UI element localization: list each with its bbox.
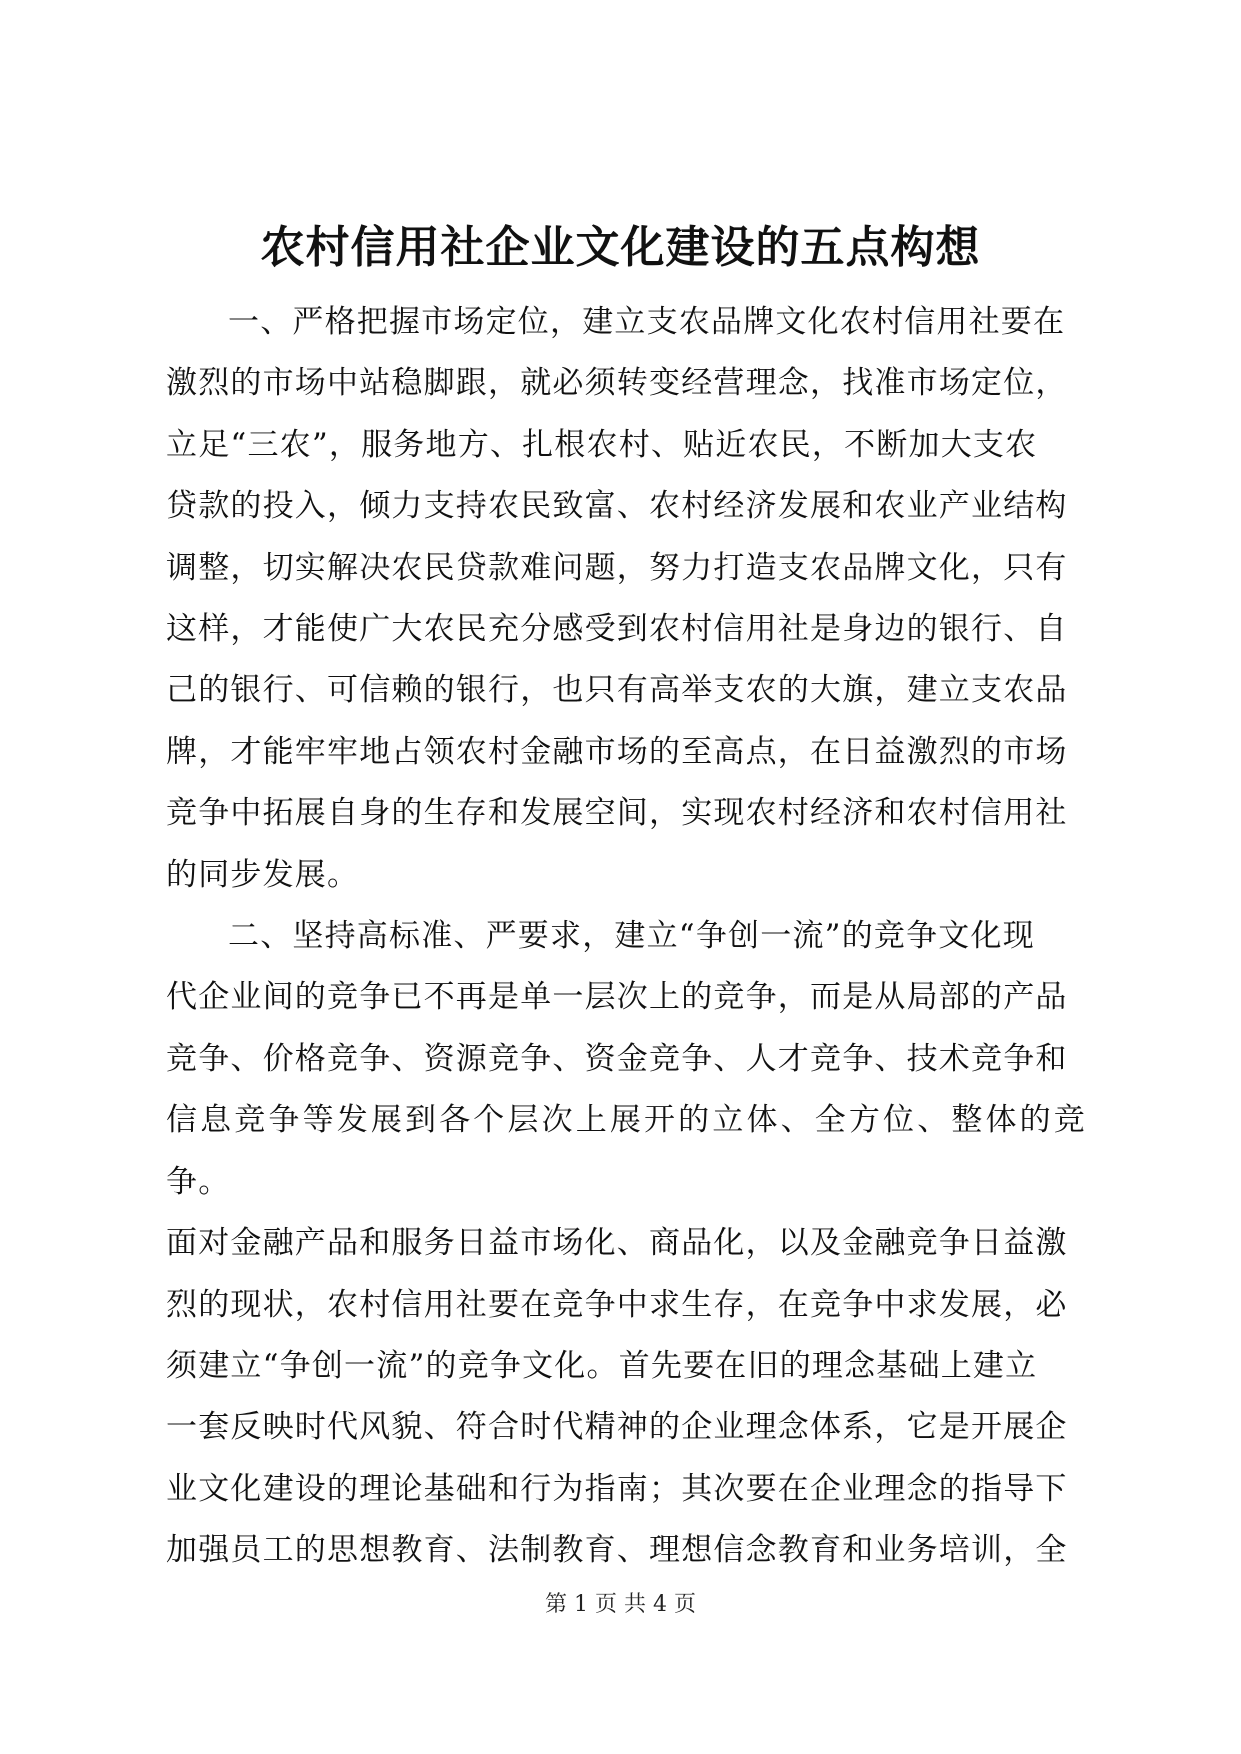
paragraph-1: 一、严格把握市场定位，建立支农品牌文化农村信用社要在 激烈的市场中站稳脚跟，就必须转变经营理念，找准市场定位， 立足“三农”，服务地方、扎根农村、贴近农民，不断加大支农 贷款的投入，倾力支持农民致富、农村经济发展和农业产业结构 调整，切实解决农民贷款难问题，努力打造支农品牌文化，只有 这样，才能使广大农民充分感受到农村信用社是身边的银行、自 己的银行、可信赖的银行，也只有高举支农的大旗，建立支农品 牌，才能牢牢地占领农村金融市场的至高点，在日益激烈的市场 竞争中拓展自身的生存和发展空间，实现农村经济和农村信用社 的同步发展。 [166, 304, 1068, 893]
page-footer: 第 1 页 共 4 页 [545, 1592, 696, 1617]
document-body [166, 292, 1086, 1582]
document-title: 农村信用社企业文化建设的五点构想 [260, 222, 981, 273]
paragraph-2: 二、坚持高标准、严要求，建立“争创一流”的竞争文化现 代企业间的竞争已不再是单一层次上的竞争，而是从局部的产品 竞争、价格竞争、资源竞争、资金竞争、人才竞争、技术竞争和 信息竞争等发展到各个层次上展开的立体、全方位、整体的竞争。 面对金融产品和服务日益市场化、商品化，以及金融竞争日益激 烈的现状，农村信用社要在竞争中求生存，在竞争中求发展，必 须建立“争创一流”的竞争文化。首先要在旧的理念基础上建立 一套反映时代风貌、符合时代精神的企业理念体系，它是开展企 业文化建设的理论基础和行为指南；其次要在企业理念的指导下 加强员工的思想教育、法制教育、理想信念教育和业务培训，全 [166, 918, 1086, 1569]
